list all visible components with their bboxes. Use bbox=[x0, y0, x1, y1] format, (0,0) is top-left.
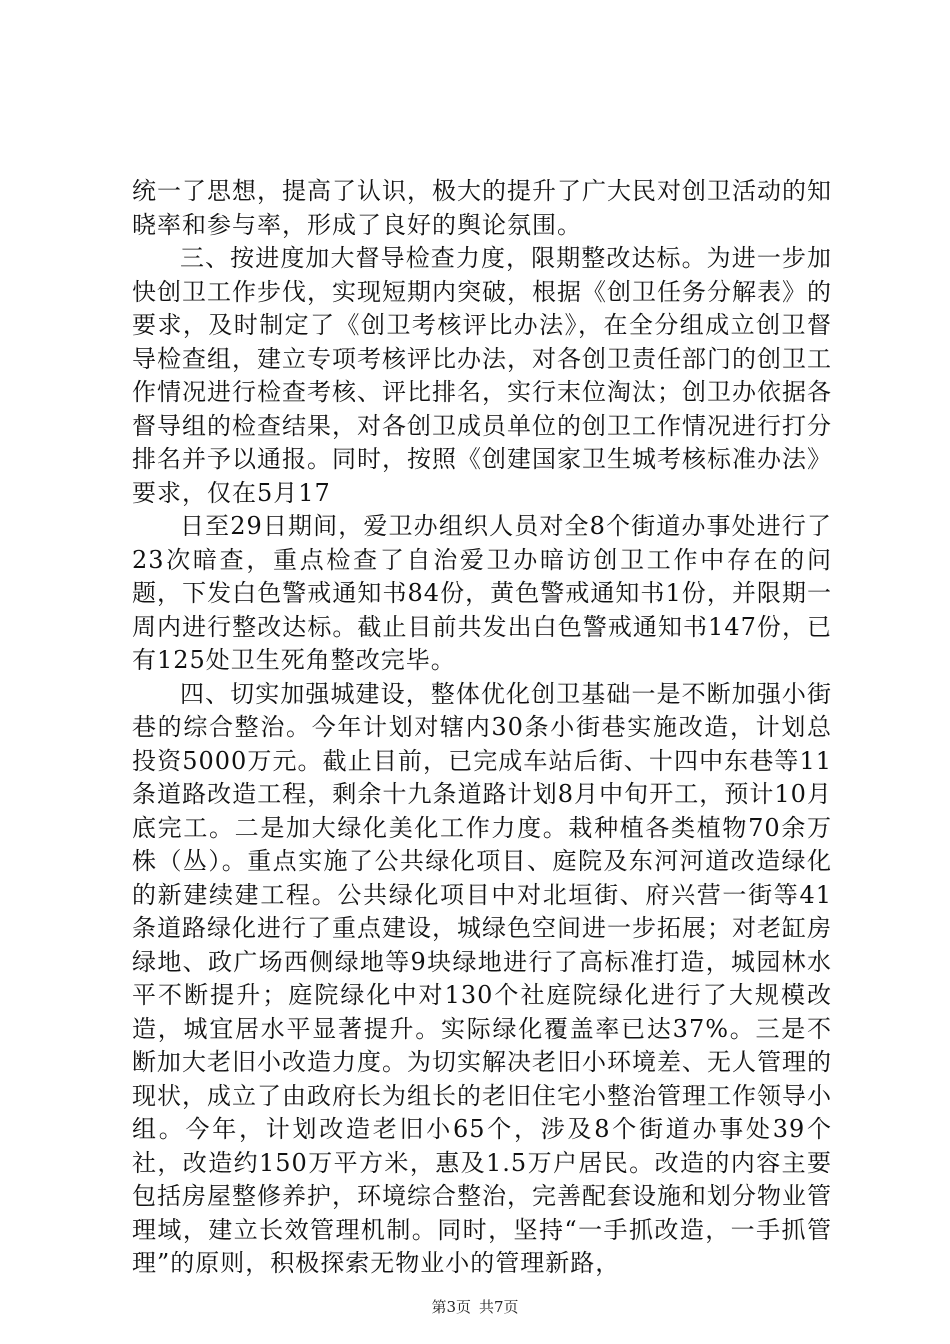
paragraph-3: 日至29日期间，爱卫办组织人员对全8个街道办事处进行了23次暗查，重点检查了自治爱卫办暗访创卫工作中存在的问题，下发白色警戒通知书84份，黄色警戒通知书1份，并限期一周内进行整改达标。截止目前共发出白色警戒通知书147份，已有125处卫生死角整改完毕。 bbox=[132, 512, 832, 674]
document-body bbox=[132, 175, 832, 1281]
page-total: 共7页 bbox=[479, 1298, 519, 1316]
paragraph-4: 四、切实加强城建设，整体优化创卫基础一是不断加强小街巷的综合整治。今年计划对辖内30条小街巷实施改造，计划总投资5000万元。截止目前，已完成车站后街、十四中东巷等11条道路改造工程，剩余十九条道路计划8月中旬开工，预计10月底完工。二是加大绿化美化工作力度。栽种植各类植物70余万株（丛）。重点实施了公共绿化项目、庭院及东河河道改造绿化的新建续建工程。公共绿化项目中对北垣街、府兴营一街等41条道路绿化进行了重点建设，城绿色空间进一步拓展；对老缸房绿地、政广场西侧绿地等9块绿地进行了高标准打造，城园林水平不断提升；庭院绿化中对130个社庭院绿化进行了大规模改造，城宜居水平显著提升。实际绿化覆盖率已达37%。三是不断加大老旧小改造力度。为切实解决老旧小环境差、无人管理的现状，成立了由政府长为组长的老旧住宅小整治管理工作领导小组。今年，计划改造老旧小65个，涉及8个街道办事处39个社，改造约150万平方米，惠及1.5万户居民。改造的内容主要包括房屋整修养护，环境综合整治，完善配套设施和划分物业管理域，建立长效管理机制。同时，坚持“一手抓改造，一手抓管理”的原则，积极探索无物业小的管理新路， bbox=[132, 679, 832, 1277]
paragraph-2: 三、按进度加大督导检查力度，限期整改达标。为进一步加快创卫工作步伐，实现短期内突破，根据《创卫任务分解表》的要求，及时制定了《创卫考核评比办法》，在全分组成立创卫督导检查组，建立专项考核评比办法，对各创卫责任部门的创卫工作情况进行检查考核、评比排名，实行末位淘汰；创卫办依据各督导组的检查结果，对各创卫成员单位的创卫工作情况进行打分排名并予以通报。同时，按照《创建国家卫生城考核标准办法》要求，仅在5月17 bbox=[132, 244, 832, 507]
page-footer bbox=[0, 1296, 950, 1317]
page-number: 第3页 bbox=[431, 1298, 471, 1316]
paragraph-1: 统一了思想，提高了认识，极大的提升了广大民对创卫活动的知晓率和参与率，形成了良好的舆论氛围。 bbox=[132, 177, 832, 239]
